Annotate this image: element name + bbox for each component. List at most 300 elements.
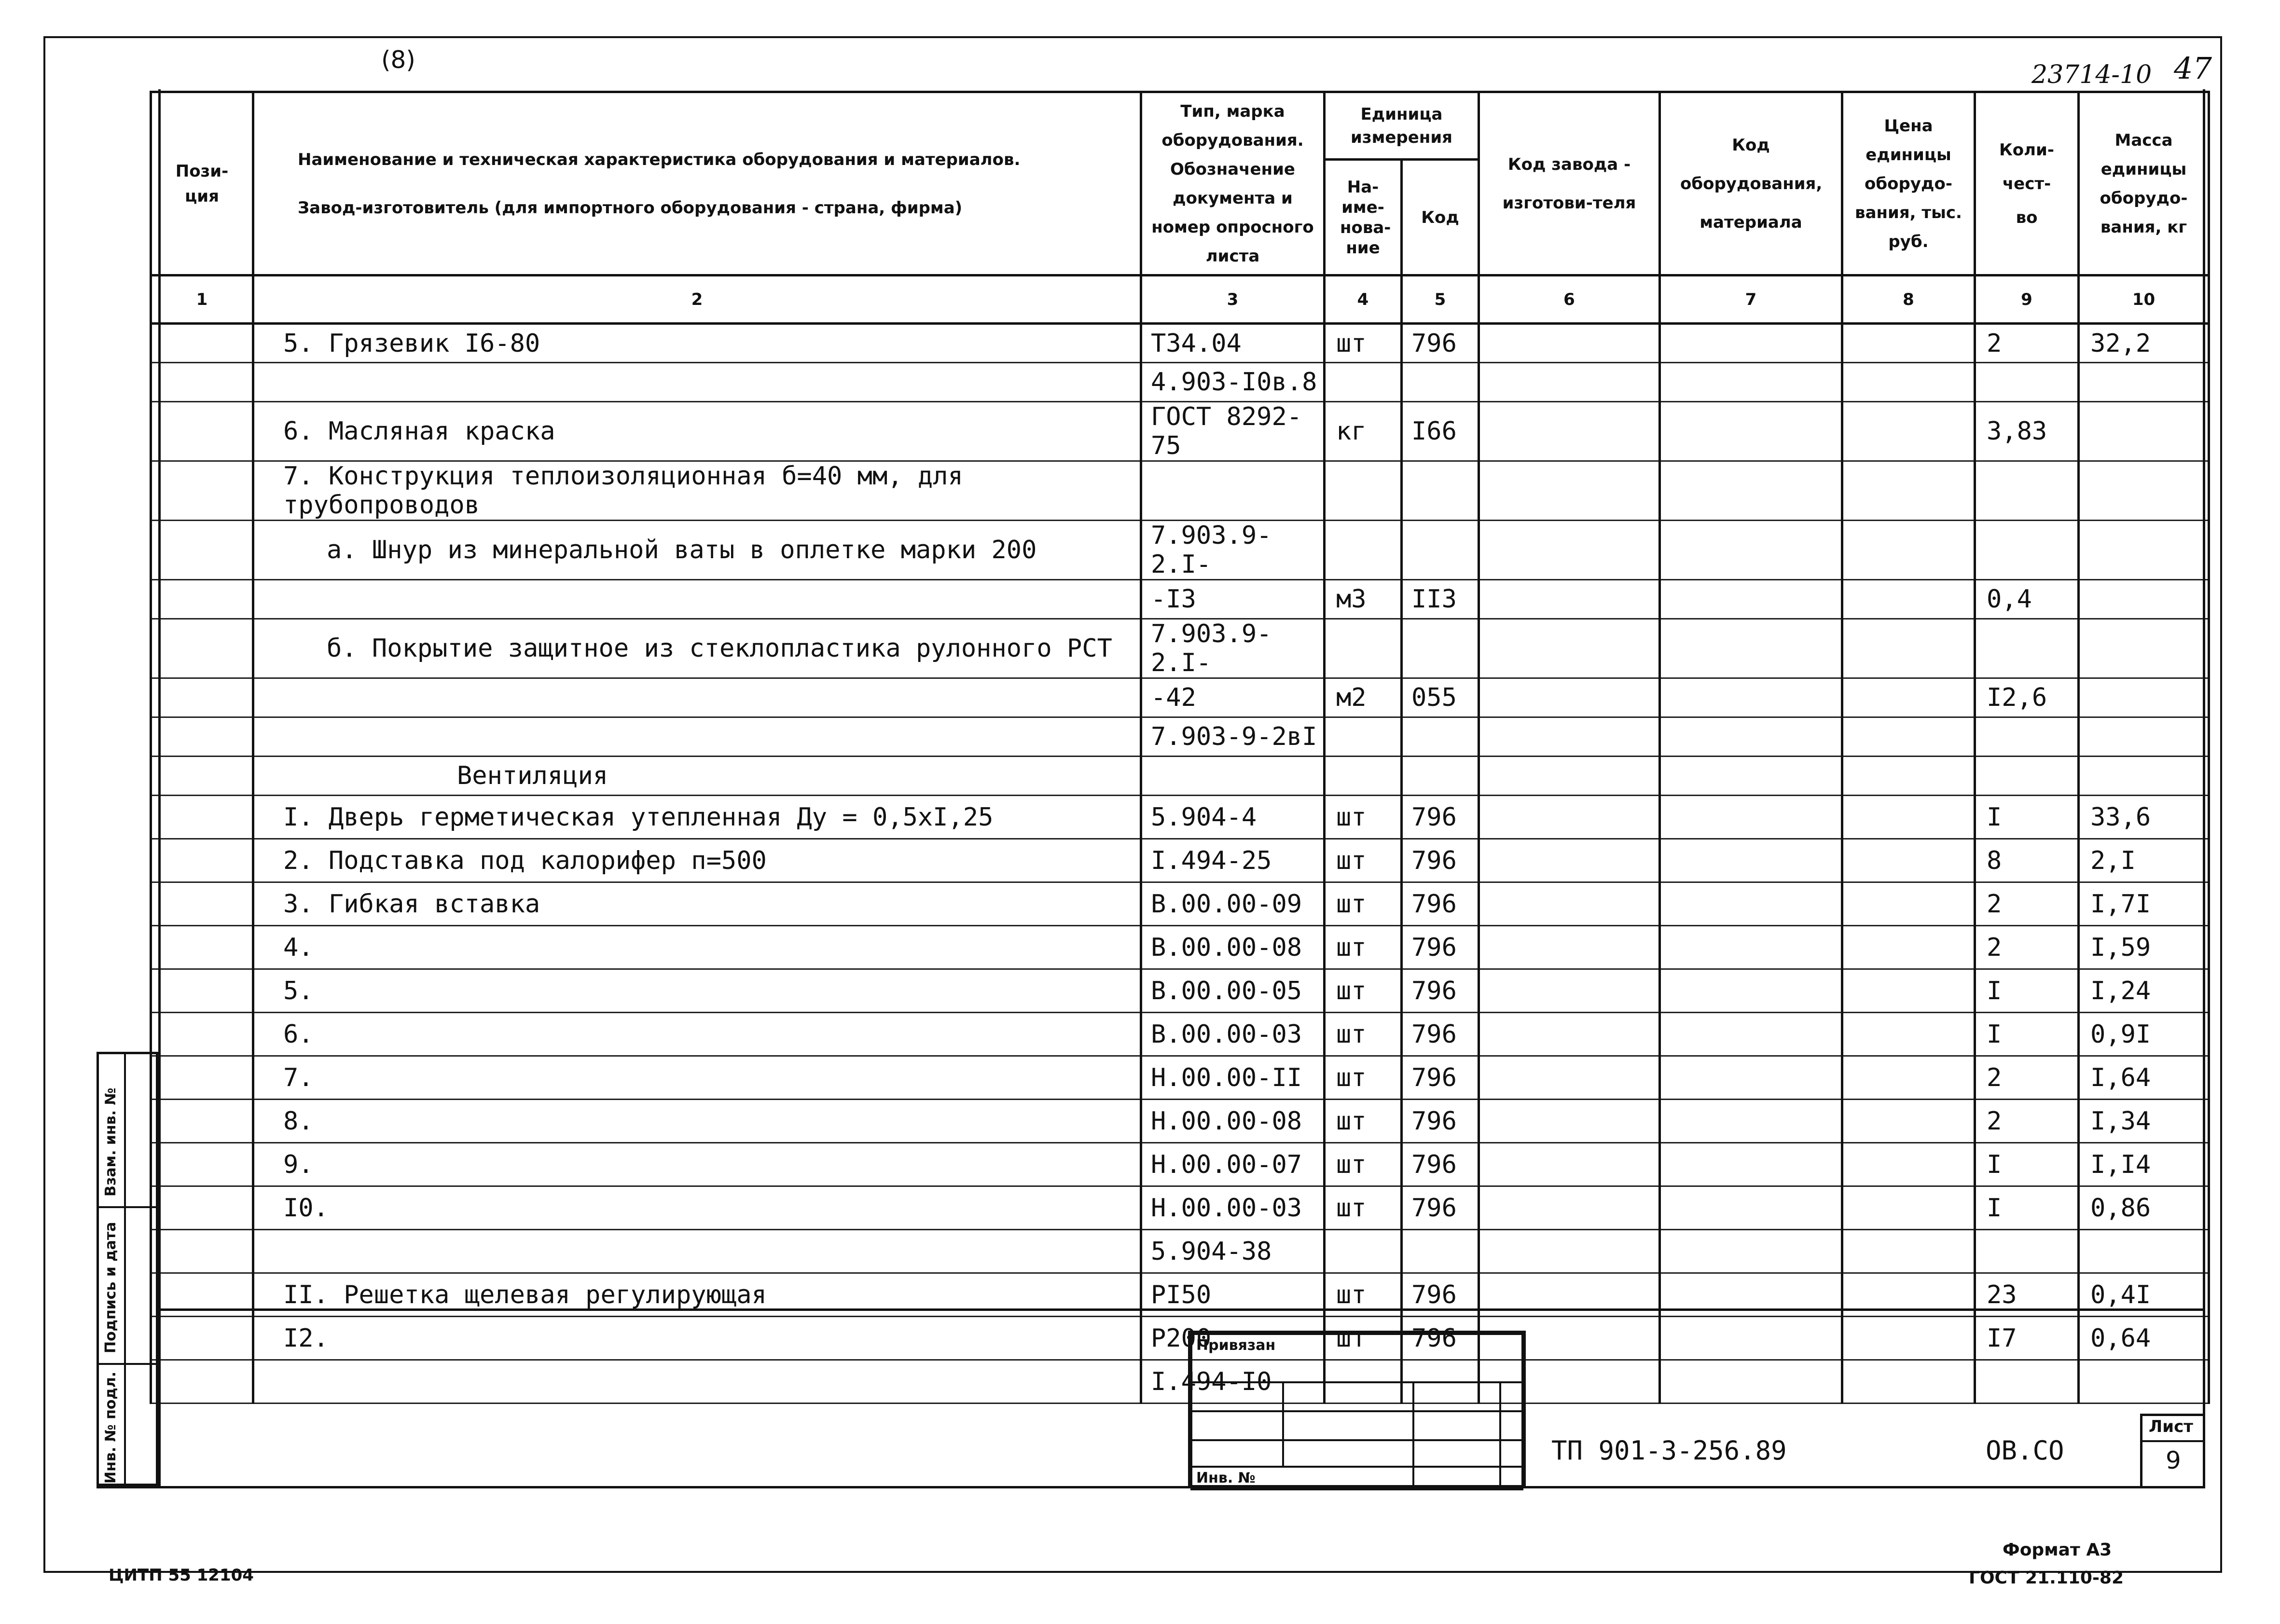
document-code: ТП 901-3-256.89 — [1551, 1435, 1787, 1466]
cell-position — [151, 324, 253, 363]
cell-name — [253, 678, 1141, 717]
stamp-inv: Инв. № — [1191, 1467, 1413, 1489]
cell-equipment-code — [1660, 1100, 1842, 1143]
cell-position — [151, 402, 253, 461]
cell-unit: кг — [1325, 402, 1402, 461]
cell-price — [1842, 363, 1975, 402]
cell-unit: шт — [1325, 1317, 1402, 1360]
cell-type: Р200 — [1141, 1317, 1325, 1360]
cell-code — [1402, 521, 1479, 580]
cell-quantity: 23 — [1975, 1273, 2079, 1317]
cell-position — [151, 717, 253, 757]
cell-quantity: 0,4 — [1975, 580, 2079, 619]
cell-mass: I,7I — [2079, 882, 2209, 926]
cell-price — [1842, 969, 1975, 1013]
cell-mass: 2,I — [2079, 839, 2209, 882]
cell-quantity — [1975, 1230, 2079, 1273]
cell-unit — [1325, 619, 1402, 678]
cell-position — [151, 1143, 253, 1186]
cell-unit — [1325, 363, 1402, 402]
cell-equipment-code — [1660, 324, 1842, 363]
header-num-3: 3 — [1141, 275, 1325, 324]
cell-code: 796 — [1402, 926, 1479, 969]
header-mass: Масса единицы оборудо-вания, кг — [2079, 92, 2209, 275]
cell-code: II3 — [1402, 580, 1479, 619]
cell-equipment-code — [1660, 717, 1842, 757]
cell-price — [1842, 1186, 1975, 1230]
cell-code: I66 — [1402, 402, 1479, 461]
cell-price — [1842, 1013, 1975, 1056]
cell-type: В.00.00-08 — [1141, 926, 1325, 969]
cell-type: Н.00.00-08 — [1141, 1100, 1325, 1143]
cell-mass: 0,64 — [2079, 1317, 2209, 1360]
cell-unit: шт — [1325, 1056, 1402, 1100]
cell-type: I.494-25 — [1141, 839, 1325, 882]
cell-mass — [2079, 1230, 2209, 1273]
cell-price — [1842, 1143, 1975, 1186]
header-num-5: 5 — [1402, 275, 1479, 324]
cell-code: 796 — [1402, 1273, 1479, 1317]
cell-unit: шт — [1325, 839, 1402, 882]
cell-factory-code — [1479, 1230, 1660, 1273]
cell-unit: шт — [1325, 1186, 1402, 1230]
format-label: Формат А3 — [2003, 1540, 2112, 1560]
cell-mass: I,24 — [2079, 969, 2209, 1013]
cell-factory-code — [1479, 796, 1660, 839]
cell-quantity: 2 — [1975, 1056, 2079, 1100]
cell-mass — [2079, 402, 2209, 461]
cell-type: РI50 — [1141, 1273, 1325, 1317]
cell-position — [151, 1360, 253, 1404]
table-row — [151, 1143, 2209, 1186]
cell-equipment-code — [1660, 521, 1842, 580]
table-row — [151, 521, 2209, 580]
cell-factory-code — [1479, 839, 1660, 882]
cell-mass: 33,6 — [2079, 796, 2209, 839]
cell-quantity: I — [1975, 1143, 2079, 1186]
cell-equipment-code — [1660, 1186, 1842, 1230]
cell-mass — [2079, 461, 2209, 521]
cell-unit — [1325, 1230, 1402, 1273]
cell-name: 5. — [253, 969, 1141, 1013]
cell-code: 796 — [1402, 1143, 1479, 1186]
cell-price — [1842, 461, 1975, 521]
side-label-podpis: Подпись и дата — [102, 1222, 119, 1353]
cell-name: а. Шнур из минеральной ваты в оплетке марки 200 — [253, 521, 1141, 580]
cell-mass — [2079, 619, 2209, 678]
cell-code: 055 — [1402, 678, 1479, 717]
gost-label: ГОСТ 21.110-82 — [1969, 1568, 2124, 1588]
cell-code: 796 — [1402, 1317, 1479, 1360]
cell-type: В.00.00-03 — [1141, 1013, 1325, 1056]
table-row — [151, 324, 2209, 363]
cell-factory-code — [1479, 717, 1660, 757]
cell-position — [151, 1013, 253, 1056]
cell-type: В.00.00-05 — [1141, 969, 1325, 1013]
cell-price — [1842, 926, 1975, 969]
cell-price — [1842, 580, 1975, 619]
cell-quantity — [1975, 1360, 2079, 1404]
cell-name — [253, 580, 1141, 619]
cell-factory-code — [1479, 580, 1660, 619]
cell-factory-code — [1479, 926, 1660, 969]
header-position: Пози- ция — [151, 92, 253, 275]
header-unit-code: Код — [1402, 160, 1479, 275]
header-num-8: 8 — [1842, 275, 1975, 324]
header-unit: Единица измерения — [1325, 92, 1479, 160]
table-row — [151, 839, 2209, 882]
cell-name: II. Решетка щелевая регулирующая — [253, 1273, 1141, 1317]
table-row — [151, 717, 2209, 757]
cell-quantity: I2,6 — [1975, 678, 2079, 717]
cell-factory-code — [1479, 402, 1660, 461]
cell-type: I.494-I0 — [1141, 1360, 1325, 1404]
cell-type: Н.00.00-03 — [1141, 1186, 1325, 1230]
cell-quantity — [1975, 619, 2079, 678]
cell-price — [1842, 1056, 1975, 1100]
cell-code: 796 — [1402, 1100, 1479, 1143]
cell-equipment-code — [1660, 796, 1842, 839]
cell-type: Н.00.00-07 — [1141, 1143, 1325, 1186]
table-row — [151, 402, 2209, 461]
cell-type: 7.903-9-2вI — [1141, 717, 1325, 757]
cell-factory-code — [1479, 1100, 1660, 1143]
handwritten-page: 47 — [2174, 51, 2212, 86]
cell-unit: м3 — [1325, 580, 1402, 619]
cell-code — [1402, 619, 1479, 678]
cell-factory-code — [1479, 678, 1660, 717]
side-label-vzam: Взам. инв. № — [102, 1087, 119, 1197]
cell-equipment-code — [1660, 619, 1842, 678]
cell-equipment-code — [1660, 926, 1842, 969]
header-quantity: Коли-чест-во — [1975, 92, 2079, 275]
cell-type: 7.903.9-2.I- — [1141, 619, 1325, 678]
cell-mass — [2079, 521, 2209, 580]
cell-name: I. Дверь герметическая утепленная Ду = 0,5хI,25 — [253, 796, 1141, 839]
cell-unit — [1325, 757, 1402, 796]
cell-equipment-code — [1660, 839, 1842, 882]
table-row — [151, 796, 2209, 839]
cell-name: 6. Масляная краска — [253, 402, 1141, 461]
cell-type — [1141, 461, 1325, 521]
left-frame-line — [158, 89, 161, 1487]
cell-unit — [1325, 461, 1402, 521]
cell-price — [1842, 717, 1975, 757]
cell-factory-code — [1479, 882, 1660, 926]
header-num-10: 10 — [2079, 275, 2209, 324]
cell-quantity: 2 — [1975, 882, 2079, 926]
cell-code: 796 — [1402, 1056, 1479, 1100]
cell-quantity: 2 — [1975, 324, 2079, 363]
header-name — [253, 92, 1141, 275]
table-row — [151, 1317, 2209, 1360]
cell-quantity — [1975, 461, 2079, 521]
table-row — [151, 1100, 2209, 1143]
header-type: Тип, марка оборудования. Обозначение документа и номер опросного листа — [1141, 92, 1325, 275]
cell-factory-code — [1479, 324, 1660, 363]
cell-position — [151, 969, 253, 1013]
cell-code — [1402, 461, 1479, 521]
cell-quantity: I — [1975, 1013, 2079, 1056]
cell-quantity: 2 — [1975, 926, 2079, 969]
table-row — [151, 882, 2209, 926]
cell-code — [1402, 363, 1479, 402]
cell-quantity: I — [1975, 1186, 2079, 1230]
cell-type: -42 — [1141, 678, 1325, 717]
specification-body — [151, 324, 2209, 1404]
cell-name: 4. — [253, 926, 1141, 969]
cell-price — [1842, 1230, 1975, 1273]
header-name-line2: Завод-изготовитель (для импортного оборудования - страна, фирма) — [298, 198, 963, 218]
cell-type: 4.903-I0в.8 — [1141, 363, 1325, 402]
cell-name: б. Покрытие защитное из стеклопластика рулонного РСТ — [253, 619, 1141, 678]
cell-price — [1842, 796, 1975, 839]
handwritten-ref: 23714-10 — [2031, 60, 2152, 89]
cell-mass — [2079, 717, 2209, 757]
cell-type: Н.00.00-II — [1141, 1056, 1325, 1100]
header-num-6: 6 — [1479, 275, 1660, 324]
right-frame-line — [2203, 89, 2205, 1487]
bottom-frame-line — [97, 1486, 2205, 1488]
section-code: ОВ.СО — [1986, 1435, 2064, 1466]
cell-unit — [1325, 717, 1402, 757]
cell-mass: I,34 — [2079, 1100, 2209, 1143]
cell-code: 796 — [1402, 1186, 1479, 1230]
table-row — [151, 363, 2209, 402]
cell-unit: шт — [1325, 1143, 1402, 1186]
cell-mass: 32,2 — [2079, 324, 2209, 363]
sheet-number: 9 — [2166, 1446, 2181, 1474]
sheet-mark: (8) — [381, 46, 415, 74]
cell-name: 6. — [253, 1013, 1141, 1056]
specification-table — [150, 91, 2210, 1404]
cell-type: 7.903.9-2.I- — [1141, 521, 1325, 580]
header-num-9: 9 — [1975, 275, 2079, 324]
cell-factory-code — [1479, 1143, 1660, 1186]
cell-factory-code — [1479, 1186, 1660, 1230]
cell-position — [151, 580, 253, 619]
cell-code — [1402, 1230, 1479, 1273]
cell-equipment-code — [1660, 757, 1842, 796]
cell-unit — [1325, 521, 1402, 580]
cell-price — [1842, 678, 1975, 717]
cell-name: Вентиляция — [253, 757, 1141, 796]
table-row — [151, 1056, 2209, 1100]
cell-price — [1842, 1360, 1975, 1404]
cell-name: 7. — [253, 1056, 1141, 1100]
cell-unit: шт — [1325, 926, 1402, 969]
cell-factory-code — [1479, 461, 1660, 521]
cell-position — [151, 461, 253, 521]
cell-mass — [2079, 580, 2209, 619]
cell-type: В.00.00-09 — [1141, 882, 1325, 926]
cell-position — [151, 1186, 253, 1230]
cell-code: 796 — [1402, 796, 1479, 839]
cell-unit: шт — [1325, 324, 1402, 363]
cell-price — [1842, 1317, 1975, 1360]
cell-quantity: 3,83 — [1975, 402, 2079, 461]
cell-price — [1842, 521, 1975, 580]
cell-name — [253, 1360, 1141, 1404]
cell-position — [151, 796, 253, 839]
cell-name: 8. — [253, 1100, 1141, 1143]
cell-factory-code — [1479, 1013, 1660, 1056]
table-row — [151, 619, 2209, 678]
cell-equipment-code — [1660, 1230, 1842, 1273]
cell-factory-code — [1479, 521, 1660, 580]
cell-equipment-code — [1660, 402, 1842, 461]
cell-quantity: I — [1975, 796, 2079, 839]
header-equipment-code: Код оборудования, материала — [1660, 92, 1842, 275]
cell-type — [1141, 757, 1325, 796]
cell-equipment-code — [1660, 363, 1842, 402]
cell-type: -I3 — [1141, 580, 1325, 619]
cell-quantity: 2 — [1975, 1100, 2079, 1143]
cell-name: I2. — [253, 1317, 1141, 1360]
table-row — [151, 678, 2209, 717]
cell-factory-code — [1479, 757, 1660, 796]
cell-mass: 0,4I — [2079, 1273, 2209, 1317]
cell-price — [1842, 757, 1975, 796]
cell-name: 2. Подставка под калорифер п=500 — [253, 839, 1141, 882]
cell-price — [1842, 619, 1975, 678]
cell-mass: 0,9I — [2079, 1013, 2209, 1056]
cell-unit: шт — [1325, 1100, 1402, 1143]
cell-position — [151, 757, 253, 796]
cell-position — [151, 521, 253, 580]
cell-mass — [2079, 678, 2209, 717]
cell-type: Т34.04 — [1141, 324, 1325, 363]
cell-position — [151, 363, 253, 402]
cell-price — [1842, 839, 1975, 882]
cell-name: I0. — [253, 1186, 1141, 1230]
cell-quantity — [1975, 363, 2079, 402]
cell-name — [253, 717, 1141, 757]
cell-position — [151, 882, 253, 926]
cell-equipment-code — [1660, 678, 1842, 717]
cell-name — [253, 363, 1141, 402]
cell-equipment-code — [1660, 1317, 1842, 1360]
side-label-inv-podl: Инв. № подл. — [102, 1371, 119, 1484]
header-num-1: 1 — [151, 275, 253, 324]
cell-equipment-code — [1660, 461, 1842, 521]
cell-equipment-code — [1660, 1143, 1842, 1186]
cell-code: 796 — [1402, 324, 1479, 363]
cell-factory-code — [1479, 363, 1660, 402]
bottom-area-line — [158, 1308, 2205, 1311]
cell-equipment-code — [1660, 1013, 1842, 1056]
cell-factory-code — [1479, 619, 1660, 678]
header-name-line1: Наименование и техническая характеристика оборудования и материалов. — [298, 150, 1021, 169]
cell-name: 3. Гибкая вставка — [253, 882, 1141, 926]
cell-mass — [2079, 757, 2209, 796]
cell-mass: 0,86 — [2079, 1186, 2209, 1230]
cell-factory-code — [1479, 1056, 1660, 1100]
cell-position — [151, 839, 253, 882]
table-row — [151, 757, 2209, 796]
cell-equipment-code — [1660, 969, 1842, 1013]
cell-unit: шт — [1325, 796, 1402, 839]
cell-unit: шт — [1325, 1273, 1402, 1317]
cell-code: 796 — [1402, 1013, 1479, 1056]
cell-price — [1842, 402, 1975, 461]
sheet-label: Лист — [2149, 1417, 2193, 1436]
cell-name: 9. — [253, 1143, 1141, 1186]
header-price: Цена единицы оборудо-вания, тыс. руб. — [1842, 92, 1975, 275]
table-row — [151, 580, 2209, 619]
cell-position — [151, 1100, 253, 1143]
header-num-7: 7 — [1660, 275, 1842, 324]
cell-mass: I,I4 — [2079, 1143, 2209, 1186]
cell-code: 796 — [1402, 839, 1479, 882]
header-num-4: 4 — [1325, 275, 1402, 324]
cell-position — [151, 1317, 253, 1360]
cell-price — [1842, 882, 1975, 926]
table-row — [151, 1013, 2209, 1056]
cell-unit: м2 — [1325, 678, 1402, 717]
table-row — [151, 1360, 2209, 1404]
header-num-2: 2 — [253, 275, 1141, 324]
cell-mass: I,64 — [2079, 1056, 2209, 1100]
cipt-label: ЦИТП 55 12104 — [109, 1566, 254, 1585]
cell-unit: шт — [1325, 882, 1402, 926]
cell-position — [151, 678, 253, 717]
cell-type: ГОСТ 8292-75 — [1141, 402, 1325, 461]
cell-quantity: I7 — [1975, 1317, 2079, 1360]
cell-code — [1402, 717, 1479, 757]
cell-equipment-code — [1660, 882, 1842, 926]
table-row — [151, 926, 2209, 969]
cell-mass — [2079, 1360, 2209, 1404]
cell-code: 796 — [1402, 969, 1479, 1013]
cell-position — [151, 926, 253, 969]
table-row — [151, 461, 2209, 521]
cell-quantity — [1975, 717, 2079, 757]
cell-position — [151, 1230, 253, 1273]
cell-type: 5.904-4 — [1141, 796, 1325, 839]
binding-stamp — [1188, 1331, 1526, 1487]
cell-name — [253, 1230, 1141, 1273]
cell-unit: шт — [1325, 1013, 1402, 1056]
cell-mass: I,59 — [2079, 926, 2209, 969]
cell-equipment-code — [1660, 580, 1842, 619]
cell-code: 796 — [1402, 882, 1479, 926]
cell-equipment-code — [1660, 1360, 1842, 1404]
cell-quantity — [1975, 521, 2079, 580]
cell-type: 5.904-38 — [1141, 1230, 1325, 1273]
cell-equipment-code — [1660, 1056, 1842, 1100]
table-row — [151, 969, 2209, 1013]
cell-factory-code — [1479, 969, 1660, 1013]
stamp-linked: Привязан — [1191, 1334, 1522, 1382]
cell-quantity: I — [1975, 969, 2079, 1013]
header-unit-name: На-име-нова-ние — [1325, 160, 1402, 275]
cell-price — [1842, 324, 1975, 363]
cell-quantity — [1975, 757, 2079, 796]
cell-mass — [2079, 363, 2209, 402]
cell-code — [1402, 757, 1479, 796]
cell-name: 5. Грязевик I6-80 — [253, 324, 1141, 363]
cell-quantity: 8 — [1975, 839, 2079, 882]
cell-unit: шт — [1325, 969, 1402, 1013]
cell-position — [151, 619, 253, 678]
table-row — [151, 1230, 2209, 1273]
cell-name: 7. Конструкция теплоизоляционная б=40 мм, для трубопроводов — [253, 461, 1141, 521]
table-row — [151, 1186, 2209, 1230]
header-factory-code: Код завода - изготови-теля — [1479, 92, 1660, 275]
cell-price — [1842, 1100, 1975, 1143]
cell-position — [151, 1056, 253, 1100]
